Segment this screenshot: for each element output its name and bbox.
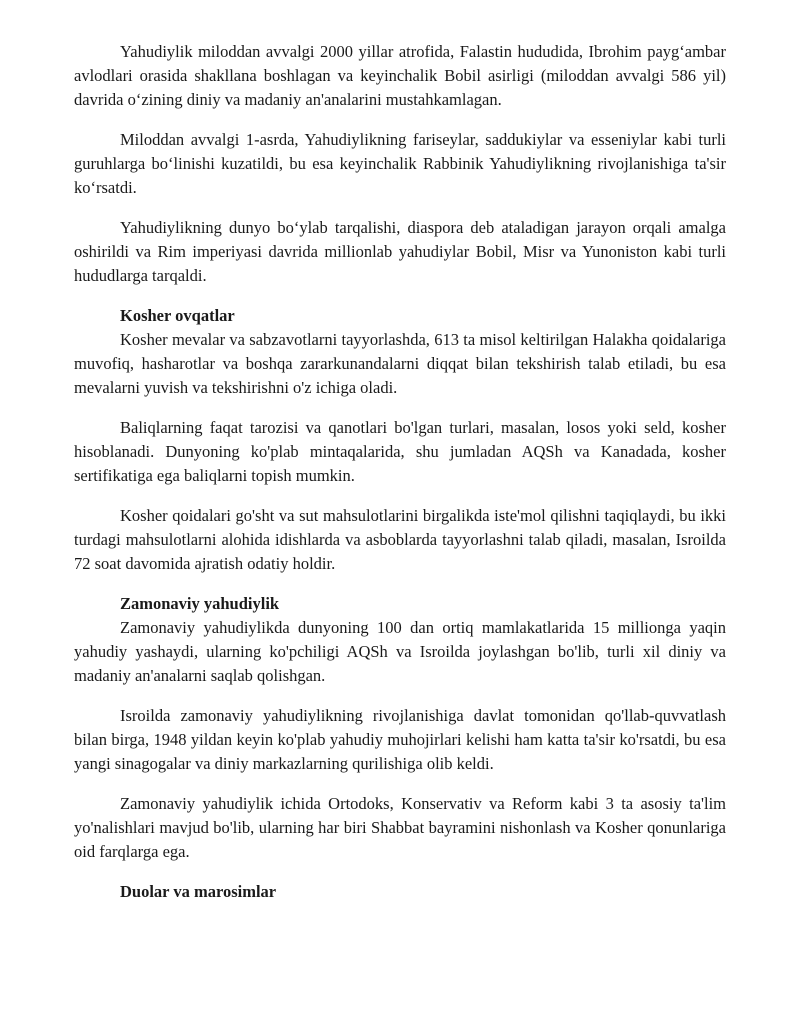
paragraph-kosher-2: Baliqlarning faqat tarozisi va qanotlari bo'lgan turlari, masalan, losos yoki seld, kosher hisoblanadi. Dunyoning ko'plab mintaqalarida, shu jumladan AQSh va Kanadada, kosher sertifikatiga ega baliqlarni topish mumkin. (74, 418, 726, 485)
paragraph-modern-3: Zamonaviy yahudiylik ichida Ortodoks, Konservativ va Reform kabi 3 ta asosiy ta'lim yo'nalishlari mavjud bo'lib, ularning har biri Shabbat bayramini nishonlash va Kosher qonunlariga oid farqlarga ega. (74, 794, 726, 861)
paragraph-modern-1: Zamonaviy yahudiylikda dunyoning 100 dan ortiq mamlakatlarida 15 millionga yaqin yahudiy yashaydi, ularning ko'pchiligi AQSh va Isroilda joylashgan bo'lib, turli xil diniy va madaniy an'analarni saqlab qolishgan. (74, 618, 726, 685)
heading-kosher: Kosher ovqatlar (120, 306, 235, 325)
paragraph-intro-3: Yahudiylikning dunyo bo‘ylab tarqalishi, diaspora deb ataladigan jarayon orqali amalga oshirildi va Rim imperiyasi davrida millionlab yahudiylar Bobil, Misr va Yunoniston kabi turli hududlarga tarqaldi. (74, 218, 726, 285)
paragraph-intro-2: Miloddan avvalgi 1-asrda, Yahudiylikning fariseylar, saddukiylar va esseniylar kabi turli guruhlarga bo‘linishi kuzatildi, bu esa keyinchalik Rabbinik Yahudiylikning rivojlanishiga ta'sir ko‘rsatdi. (74, 130, 726, 197)
paragraph-modern-2: Isroilda zamonaviy yahudiylikning rivojlanishiga davlat tomonidan qo'llab-quvvatlash bilan birga, 1948 yildan keyin ko'plab yahudiy muhojirlari kelishi ham katta ta'sir ko'rsatdi, bu esa yangi sinagogalar va diniy markazlarning qurilishiga olib keldi. (74, 706, 726, 773)
heading-prayers: Duolar va marosimlar (120, 882, 277, 901)
paragraph-intro-1: Yahudiylik miloddan avvalgi 2000 yillar atrofida, Falastin hududida, Ibrohim payg‘ambar avlodlari orasida shakllana boshlagan va keyinchalik Bobil asirligi (miloddan avvalgi 586 yil) davrida o‘zining diniy va madaniy an'analarini mustahkamlagan. (74, 42, 726, 109)
document-page (74, 40, 726, 904)
heading-modern: Zamonaviy yahudiylik (120, 594, 280, 613)
paragraph-kosher-1: Kosher mevalar va sabzavotlarni tayyorlashda, 613 ta misol keltirilgan Halakha qoidalariga muvofiq, hasharotlar va boshqa zararkunandalarni diqqat bilan tekshirish talab etiladi, bu esa mevalarni yuvish va tekshirishni o'z ichiga oladi. (74, 330, 726, 397)
paragraph-kosher-3: Kosher qoidalari go'sht va sut mahsulotlarini birgalikda iste'mol qilishni taqiqlaydi, bu ikki turdagi mahsulotlarni alohida idishlarda va asboblarda tayyorlashni talab qiladi, masalan, Isroilda 72 soat davomida ajratish odatiy holdir. (74, 506, 726, 573)
